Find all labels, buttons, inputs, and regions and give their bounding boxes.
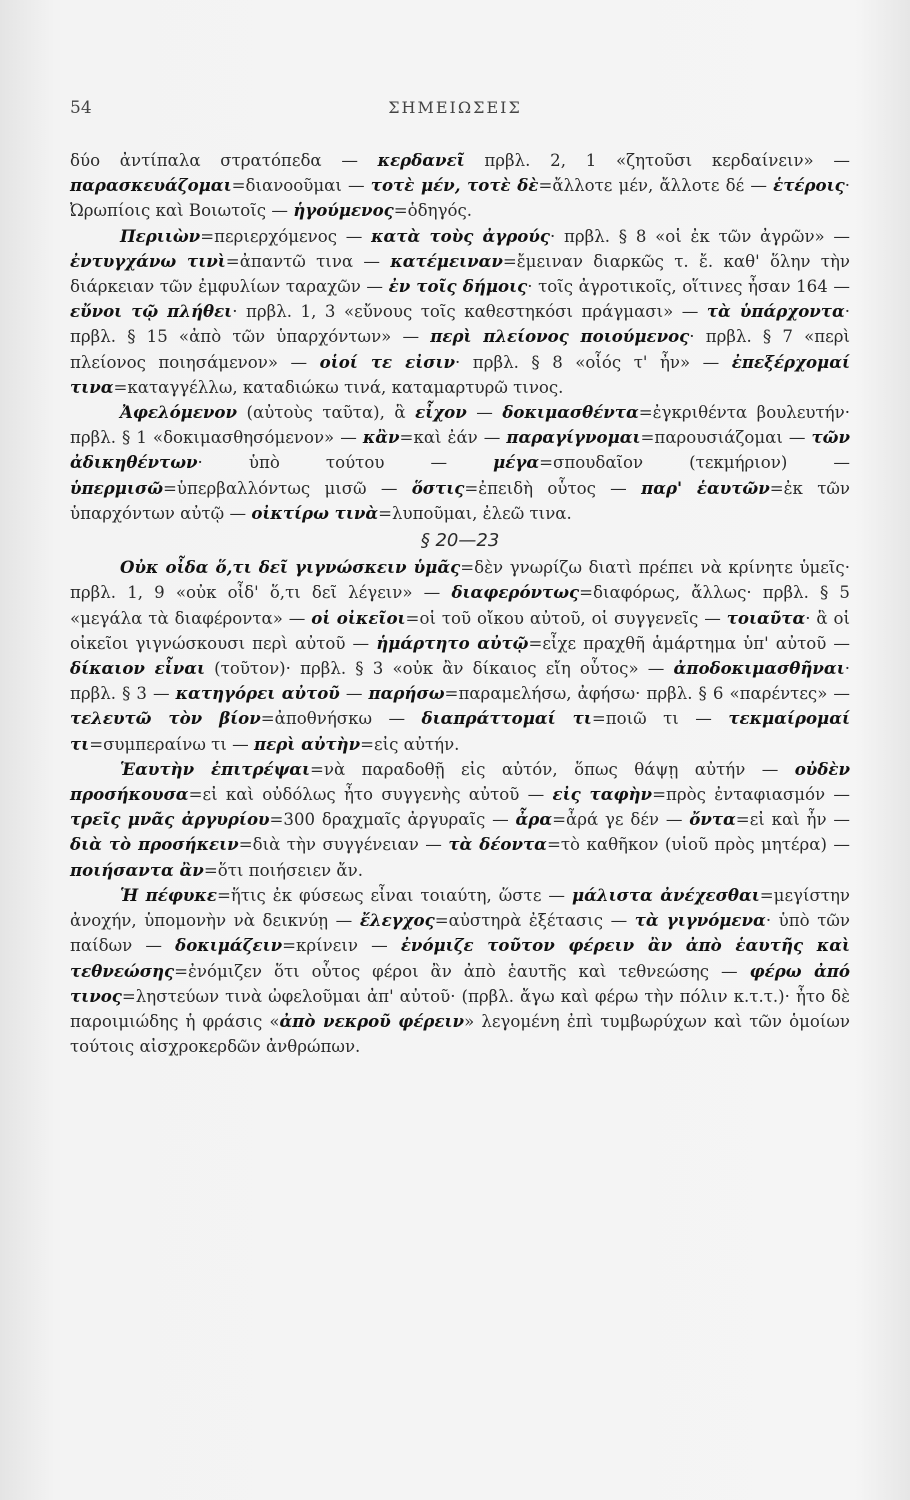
lemma: περὶ πλείονος ποιούμενος [430,326,690,347]
lemma: ἔλεγχος [359,910,435,931]
lemma: τὰ γιγνόμενα [634,910,766,931]
lemma: κερδανεῖ [377,150,465,170]
lemma: εἰς ταφὴν [552,784,653,805]
lemma: ἐντυγχάνω τινὶ [70,250,226,271]
lemma: ἀπὸ νεκροῦ φέρειν [279,1010,465,1031]
lemma: ποιήσαντα ἂν [70,859,204,880]
lemma: διαπράττομαί τι [421,708,592,729]
lemma: ἡμάρτητο αὐτῷ [376,632,529,653]
lemma: Ἡ πέφυκε [120,884,217,905]
note-paragraph: Ἑαυτὴν ἐπιτρέψαι=νὰ παραδοθῇ εἰς αὐτόν, ὅπως θάψῃ αὐτήν — οὐδὲν προσήκουσα=εἰ καὶ οὐδόλως ἦτο συγγενὴς αὐτοῦ — εἰς ταφὴν=πρὸς ἐνταφιασμόν — τρεῖς μνᾶς ἀργυρίου=300 δραχμαῖς ἀργυραῖς — ἆρα=ἆρά γε δέν — ὄντα=εἰ καὶ ἦν — διὰ τὸ προσήκειν=διὰ τὴν συγγένειαν — τὰ δέοντα=τὸ καθῆκον (υἱοῦ πρὸς μητέρα) — ποιήσαντα ἂν=ὅτι ποιήσειεν ἄν. [70,758,850,880]
page-number: 54 [70,98,92,118]
lemma: φέρω ἀπό τινος [70,960,850,1006]
lemma: ὄντα [689,809,736,830]
lemma: Περιιὼν [120,225,201,246]
note-paragraph: Περιιὼν=περιερχόμενος — κατὰ τοὺς ἀγρούς· πρβλ. § 8 «οἱ ἐκ τῶν ἀγρῶν» — ἐντυγχάνω τινὶ=ἀπαντῶ τινα — κατέμειναν=ἔμειναν διαρκῶς τ. ἔ. καθ' ὅλην τὴν διάρκειαν τῶν ἐμφυλίων ταραχῶν — ἐν τοῖς δήμοις· τοῖς ἀγροτικοῖς, οἵτινες ἦσαν 164 — εὔνοι τῷ πλήθει· πρβλ. 1, 3 «εὔνους τοῖς καθεστηκόσι πράγμασι» — τὰ ὑπάρχοντα· πρβλ. § 15 «ἀπὸ τῶν ὑπαρχόντων» — περὶ πλείονος ποιούμενος· πρβλ. § 7 «περὶ πλείονος ποιησάμενον» — οἱοί τε εἰσιν· πρβλ. § 8 «οἷός τ' ἦν» — ἐπεξέρχομαί τινα=καταγγέλλω, καταδιώκω τινά, καταμαρτυρῶ τινος. [70,225,851,397]
lemma: τοιαῦτα [726,607,806,628]
notes-body [70,148,850,1059]
lemma: μέγα [493,452,540,473]
lemma: ὅστις [411,477,465,498]
lemma: οἰκτίρω τινὰ [251,502,379,523]
running-title: ΣΗΜΕΙΩΣΕΙΣ [388,98,522,117]
lemma: τῶν ἀδικηθέντων [70,427,850,473]
lemma: παρήσω [368,683,445,704]
lemma: παρασκευάζομαι [70,175,232,196]
lemma: Ἀφελόμενον [120,402,238,423]
note-paragraph: δύο ἀντίπαλα στρατόπεδα — κερδανεῖ πρβλ. 2, 1 «ζητοῦσι κερδαίνειν» — παρασκευάζομαι=διανοοῦμαι — τοτὲ μέν, τοτὲ δὲ=ἄλλοτε μέν, ἄλλοτε δέ — ἑτέροις· Ὠρωπίοις καὶ Βοιωτοῖς — ἡγούμενος=ὁδηγός. [70,150,851,221]
lemma: ἐνόμιζε τοῦτον φέρειν ἂν ἀπὸ ἑαυτῆς καὶ τεθνεώσης [70,935,851,981]
lemma: τὰ ὑπάρχοντα [706,301,845,322]
lemma: δοκιμάζειν [175,935,283,956]
lemma: διὰ τὸ προσήκειν [70,834,239,855]
lemma: παρ' ἑαυτῶν [641,477,770,498]
lemma: τεκμαίρομαί τι [70,708,850,754]
lemma: ὑπερμισῶ [70,477,163,498]
note-paragraph: Ἀφελόμενον (αὐτοὺς ταῦτα), ἃ εἶχον — δοκιμασθέντα=ἐγκριθέντα βουλευτήν· πρβλ. § 1 «δοκιμασθησόμενον» — κἂν=καὶ ἐάν — παραγίγνομαι=παρουσιάζομαι — τῶν ἀδικηθέντων· ὑπὸ τούτου — μέγα=σπουδαῖον (τεκμήριον) — ὑπερμισῶ=ὑπερβαλλόντως μισῶ — ὅστις=ἐπειδὴ οὗτος — παρ' ἑαυτῶν=ἐκ τῶν ὑπαρχόντων αὐτῷ — οἰκτίρω τινὰ=λυποῦμαι, ἐλεῶ τινα. [70,402,850,523]
lemma: κατέμειναν [390,250,503,271]
lemma: Ἑαυτὴν ἐπιτρέψαι [120,758,310,779]
lemma: οἱ οἰκεῖοι [311,607,406,628]
note-paragraph: Οὐκ οἶδα ὅ,τι δεῖ γιγνώσκειν ὑμᾶς=δὲν γνωρίζω διατὶ πρέπει νὰ κρίνητε ὑμεῖς· πρβλ. 1, 9 «οὐκ οἶδ' ὅ,τι δεῖ λέγειν» — διαφερόντως=διαφόρως, ἄλλως· πρβλ. § 5 «μεγάλα τὰ διαφέροντα» — οἱ οἰκεῖοι=οἱ τοῦ οἴκου αὐτοῦ, οἱ συγγενεῖς — τοιαῦτα· ἃ οἱ οἰκεῖοι γιγνώσκουσι περὶ αὐτοῦ — ἡμάρτητο αὐτῷ=εἶχε πραχθῆ ἁμάρτημα ὑπ' αὐτοῦ — δίκαιον εἶναι (τοῦτον)· πρβλ. § 3 «οὐκ ἂν δίκαιος εἴη οὗτος» — ἀποδοκιμασθῆναι· πρβλ. § 3 — κατηγόρει αὐτοῦ — παρήσω=παραμελήσω, ἀφήσω· πρβλ. § 6 «παρέντες» — τελευτῶ τὸν βίον=ἀποθνήσκω — διαπράττομαί τι=ποιῶ τι — τεκμαίρομαί τι=συμπεραίνω τι — περὶ αὐτὴν=εἰς αὐτήν. [70,557,851,754]
lemma: δοκιμασθέντα [502,402,639,423]
section-heading: § 20—23 [420,530,500,552]
lemma: μάλιστα ἀνέχεσθαι [572,884,760,905]
lemma: ἀποδοκιμασθῆναι [673,658,845,679]
lemma: τὰ δέοντα [448,834,547,855]
lemma: ἑτέροις [773,175,845,196]
lemma: κἂν [362,427,400,448]
lemma: τοτὲ μέν, τοτὲ δὲ [370,175,539,196]
lemma: ἡγούμενος [293,200,394,221]
lemma: παραγίγνομαι [506,427,641,448]
lemma: οἱοί τε εἰσιν [319,351,456,372]
lemma: ἐπεξέρχομαί τινα [70,351,850,397]
lemma: εἶχον [415,402,467,423]
lemma: ἆρα [515,809,553,830]
lemma: περὶ αὐτὴν [254,733,361,754]
lemma: τρεῖς μνᾶς ἀργυρίου [70,809,270,830]
lemma: κατὰ τοὺς ἀγρούς [371,225,550,246]
note-paragraph: Ἡ πέφυκε=ἥτις ἐκ φύσεως εἶναι τοιαύτη, ὥστε — μάλιστα ἀνέχεσθαι=μεγίστην ἀνοχήν, ὑπομονὴν νὰ δεικνύῃ — ἔλεγχος=αὐστηρὰ ἐξέτασις — τὰ γιγνόμενα· ὑπὸ τῶν παίδων — δοκιμάζειν=κρίνειν — ἐνόμιζε τοῦτον φέρειν ἂν ἀπὸ ἑαυτῆς καὶ τεθνεώσης=ἐνόμιζεν ὅτι οὗτος φέροι ἂν ἀπὸ ἑαυτῆς καὶ τεθνεώσης — φέρω ἀπό τινος=ληστεύων τινὰ ὠφελοῦμαι ἀπ' αὐτοῦ· (πρβλ. ἄγω καὶ φέρω τὴν πόλιν κ.τ.τ.)· ἦτο δὲ παροιμιώδης ἡ φράσις «ἀπὸ νεκροῦ φέρειν» λεγομένη ἐπὶ τυμβωρύχων καὶ τῶν ὁμοίων τούτοις αἰσχροκερδῶν ἀνθρώπων. [70,884,851,1057]
lemma: διαφερόντως [451,582,580,603]
lemma: εὔνοι τῷ πλήθει [70,301,233,322]
lemma: Οὐκ οἶδα ὅ,τι δεῖ γιγνώσκειν ὑμᾶς [120,557,461,578]
lemma: ἐν τοῖς δήμοις [388,276,528,297]
lemma: τελευτῶ τὸν βίον [70,708,261,729]
lemma: κατηγόρει αὐτοῦ [175,683,340,704]
page-header [70,98,840,122]
lemma: οὐδὲν προσήκουσα [70,758,850,805]
lemma: δίκαιον εἶναι [70,658,206,679]
